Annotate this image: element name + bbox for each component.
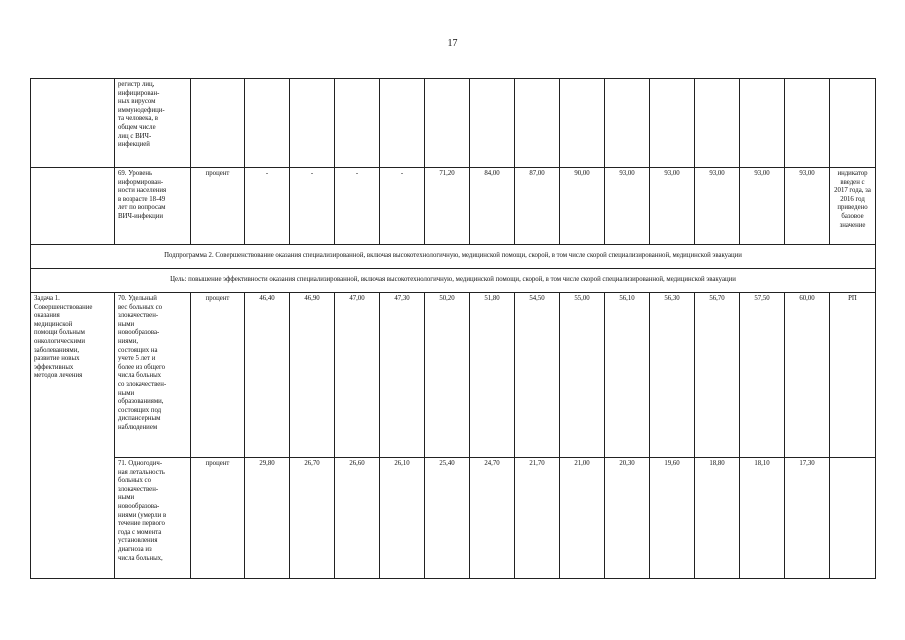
indicator-text: 70. Удельный вес больных со злокачествен- ными новообразова- ниями, состоящих на учете 5 лет и более из общего числа больных со злокачествен- ными образованиями, состоящих под диспансерным наблюдением [118, 295, 167, 431]
task-text: Задача 1. Совершенствование оказания медицинской помощи больным онкологическими заболеваниями, развитие новых эффективных методов лечения [34, 295, 93, 380]
value-cell: 26,10 [380, 458, 425, 579]
value-cell: 46,90 [290, 293, 335, 458]
value-cell: 93,00 [785, 168, 830, 245]
value-cell: 18,10 [740, 458, 785, 579]
value-cell: 47,30 [380, 293, 425, 458]
note-cell [830, 458, 876, 579]
value-cell: 51,80 [470, 293, 515, 458]
page-number: 17 [447, 38, 458, 49]
value-cell: 21,00 [560, 458, 605, 579]
value-cell: 25,40 [425, 458, 470, 579]
task-cell [31, 293, 115, 579]
value-cell: 17,30 [785, 458, 830, 579]
value-cell: 47,00 [335, 293, 380, 458]
note-cell [830, 79, 876, 168]
indicator-cell [115, 458, 191, 579]
unit-cell [191, 79, 245, 168]
value-cell: 84,00 [470, 168, 515, 245]
value-cell: 19,60 [650, 458, 695, 579]
goal-heading: Цель: повышение эффективности оказания специализированной, включая высокотехнологичную, медицинской помощи, скорой, в том числе скорой специализированной, медицинской эвакуации [31, 269, 876, 293]
value-cell: 90,00 [560, 168, 605, 245]
value-cell: - [290, 168, 335, 245]
indicator-cell [115, 293, 191, 458]
indicator-text: 69. Уровень информирован- ности населения в возрасте 18-49 лет по вопросам ВИЧ-инфекции [118, 170, 167, 220]
table-row-subprogram [31, 245, 876, 269]
subprogram-heading: Подпрограмма 2. Совершенствование оказания специализированной, включая высокотехнологичную, медицинской помощи, скорой, в том числе скорой специализированной, медицинской эвакуации [31, 245, 876, 269]
value-cell: 71,20 [425, 168, 470, 245]
value-cell: - [245, 168, 290, 245]
note-text: индикатор введен с 2017 года, за 2016 год приведено базовое значение [834, 170, 871, 229]
note-cell: РП [830, 293, 876, 458]
value-cell: 20,30 [605, 458, 650, 579]
table-row-indicator-69 [31, 168, 876, 245]
table-row-indicator-71 [31, 458, 876, 579]
value-cell: 56,70 [695, 293, 740, 458]
value-cell: 60,00 [785, 293, 830, 458]
value-cell: 56,10 [605, 293, 650, 458]
indicator-cell [115, 79, 191, 168]
value-cell: 93,00 [695, 168, 740, 245]
value-cell: 29,80 [245, 458, 290, 579]
value-cell: 18,80 [695, 458, 740, 579]
indicator-text: 71. Одногодич- ная летальность больных со злокачествен- ными новообразова- ниями (умерли в течение первого года с момента установления диагноза из числа больных, [118, 460, 167, 562]
value-cell: 56,30 [650, 293, 695, 458]
indicator-cell [115, 168, 191, 245]
value-cell: 57,50 [740, 293, 785, 458]
value-cell: 26,60 [335, 458, 380, 579]
value-cell: 24,70 [470, 458, 515, 579]
indicator-text: регистр лиц, инфицирован- ных вирусом иммунодефици- та человека, в общем числе лиц с ВИЧ- инфекцией [118, 81, 165, 149]
table-row-goal [31, 269, 876, 293]
task-cell [31, 79, 115, 168]
value-cell: 93,00 [740, 168, 785, 245]
indicators-table [30, 78, 876, 579]
unit-cell: процент [191, 168, 245, 245]
value-cell: 21,70 [515, 458, 560, 579]
value-cell: 54,50 [515, 293, 560, 458]
value-cell: 93,00 [650, 168, 695, 245]
table-row-hiv-registry [31, 79, 876, 168]
value-cell: 50,20 [425, 293, 470, 458]
value-cell: 87,00 [515, 168, 560, 245]
value-cell: 55,00 [560, 293, 605, 458]
value-cell: 46,40 [245, 293, 290, 458]
unit-cell: процент [191, 293, 245, 458]
task-cell [31, 168, 115, 245]
value-cell: - [380, 168, 425, 245]
unit-cell: процент [191, 458, 245, 579]
note-cell [830, 168, 876, 245]
value-cell: 26,70 [290, 458, 335, 579]
value-cell: - [335, 168, 380, 245]
value-cell: 93,00 [605, 168, 650, 245]
table-row-indicator-70 [31, 293, 876, 458]
